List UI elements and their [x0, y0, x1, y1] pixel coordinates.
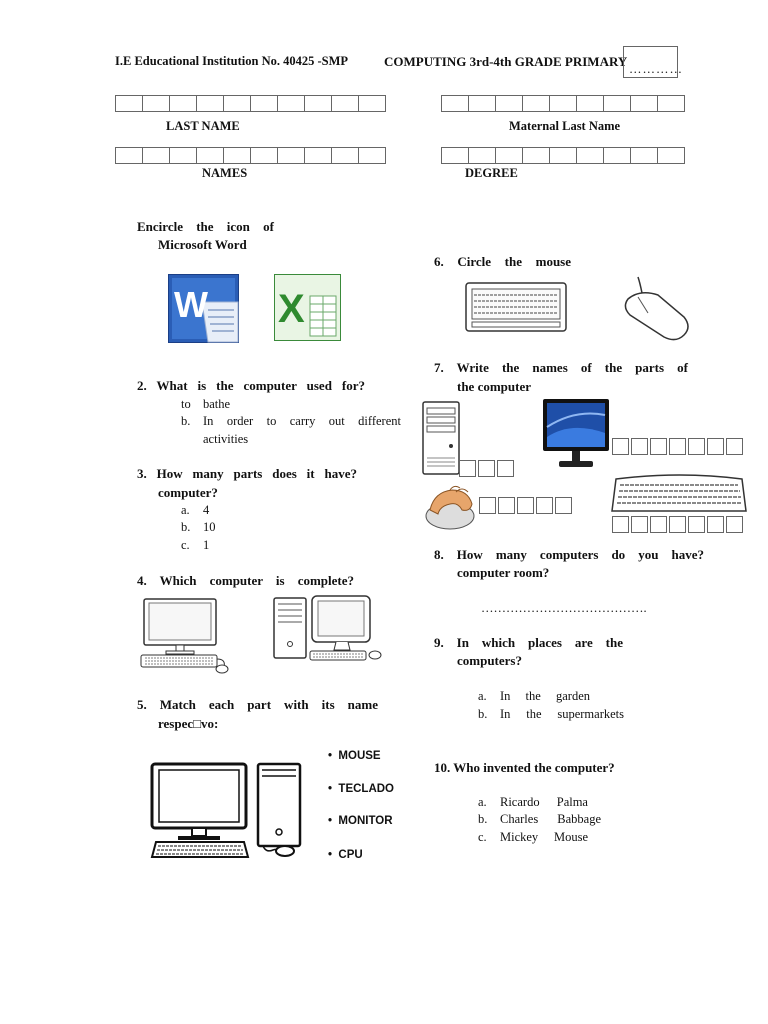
q10-option-b-letter: b. — [478, 812, 488, 826]
q2-option-b-continued: activities — [203, 432, 249, 446]
q5-label-teclado-text: TECLADO — [338, 783, 395, 795]
q4-question: 4. Which computer is complete? — [137, 573, 354, 588]
q5-question-line2: respec□vo: — [158, 716, 219, 731]
q3-option-a[interactable] — [181, 503, 209, 518]
q9-question-line1: 9. In which places are the — [434, 635, 623, 650]
q2-option-b-text: In order to carry out different — [203, 414, 401, 428]
q9-option-a[interactable] — [478, 689, 590, 704]
q10-option-c-text: Mickey Mouse — [500, 830, 588, 844]
q9-option-b[interactable] — [478, 707, 626, 722]
q10-option-a-letter: a. — [478, 795, 487, 809]
degree-label: DEGREE — [465, 166, 518, 180]
q2-option-a-text: bathe — [203, 397, 231, 411]
q3-option-c-letter: c. — [181, 538, 190, 552]
q2-option-a-letter: to — [181, 397, 191, 411]
last-name-boxes[interactable] — [115, 95, 386, 112]
monitor-answer-boxes[interactable] — [612, 438, 745, 455]
maternal-last-name-label: Maternal Last Name — [509, 119, 621, 133]
q5-label-mouse-text: MOUSE — [338, 750, 381, 762]
q3-option-a-text: 4 — [203, 503, 210, 517]
q9-question-line2: computers? — [457, 653, 522, 668]
q10-option-b[interactable] — [478, 812, 604, 827]
q3-option-a-letter: a. — [181, 503, 190, 517]
q8-question-line2: computer room? — [457, 565, 550, 580]
score-dots: ………… — [629, 62, 683, 76]
lcd-monitor-image — [541, 397, 611, 471]
course-title: COMPUTING 3rd-4th GRADE PRIMARY — [384, 54, 628, 69]
names-boxes[interactable] — [115, 147, 386, 164]
q5-label-monitor-text: MONITOR — [338, 815, 393, 827]
q5-label-monitor[interactable]: • MONITOR — [328, 815, 393, 827]
q2-option-a[interactable] — [181, 397, 230, 412]
q3-option-b-letter: b. — [181, 520, 191, 534]
q9-option-b-text: In the supermarkets — [500, 707, 624, 721]
q3-option-c-text: 1 — [203, 538, 210, 552]
q9-option-b-letter: b. — [478, 707, 488, 721]
q10-option-a-text: Ricardo Palma — [500, 795, 588, 809]
q3-question-line1: 3. How many parts does it have? — [137, 466, 357, 481]
svg-text:W: W — [174, 284, 208, 325]
q5-label-cpu[interactable]: • CPU — [328, 849, 363, 861]
q3-question-line2: computer? — [158, 485, 218, 500]
maternal-last-name-boxes[interactable] — [441, 95, 685, 112]
svg-text:X: X — [278, 287, 305, 331]
q10-question: 10. Who invented the computer? — [434, 760, 615, 775]
keyboard-option-image[interactable] — [464, 281, 570, 335]
matching-computer-image — [148, 760, 308, 860]
mouse-option-image[interactable] — [618, 275, 694, 343]
q9-option-a-text: In the garden — [500, 689, 590, 703]
word-icon[interactable] — [168, 274, 240, 344]
q1-text-line2: Microsoft Word — [158, 237, 247, 252]
hand-mouse-image — [422, 482, 480, 534]
q3-option-b[interactable] — [181, 520, 216, 535]
q7-question-line2: the computer — [457, 379, 532, 394]
q10-option-b-text: Charles Babbage — [500, 812, 601, 826]
q8-answer-line[interactable]: …………………………………. — [481, 601, 647, 615]
last-name-label: LAST NAME — [166, 119, 240, 133]
degree-boxes[interactable] — [441, 147, 685, 164]
names-label: NAMES — [202, 166, 248, 180]
q9-option-a-letter: a. — [478, 689, 487, 703]
q3-option-c[interactable] — [181, 538, 209, 553]
institution-name: I.E Educational Institution No. 40425 -SMP — [115, 54, 349, 68]
q2-option-b-letter: b. — [181, 414, 191, 428]
keyboard-answer-boxes[interactable] — [612, 516, 745, 533]
q10-option-a[interactable] — [478, 795, 590, 810]
q6-question: 6. Circle the mouse — [434, 254, 571, 269]
cpu-answer-boxes[interactable] — [459, 460, 516, 477]
q2-question: 2. What is the computer used for? — [137, 378, 365, 393]
q8-question-line1: 8. How many computers do you have? — [434, 547, 704, 562]
q5-label-cpu-text: CPU — [338, 849, 363, 861]
q5-question-line1: 5. Match each part with its name — [137, 697, 378, 712]
q10-option-c[interactable] — [478, 830, 590, 845]
mouse-answer-boxes[interactable] — [479, 497, 574, 514]
cpu-tower-image — [421, 400, 461, 476]
q5-label-teclado[interactable]: • TECLADO — [328, 783, 395, 795]
complete-computer-image[interactable] — [272, 594, 384, 666]
q10-option-c-letter: c. — [478, 830, 487, 844]
q7-question-line1: 7. Write the names of the parts of — [434, 360, 688, 375]
q5-label-mouse[interactable]: • MOUSE — [328, 750, 381, 762]
q3-option-b-text: 10 — [203, 520, 216, 534]
keyboard-image — [610, 471, 748, 515]
excel-icon[interactable] — [274, 274, 342, 342]
monitor-keyboard-image[interactable] — [138, 597, 233, 675]
q1-text-line1: Encircle the icon of — [137, 219, 274, 234]
